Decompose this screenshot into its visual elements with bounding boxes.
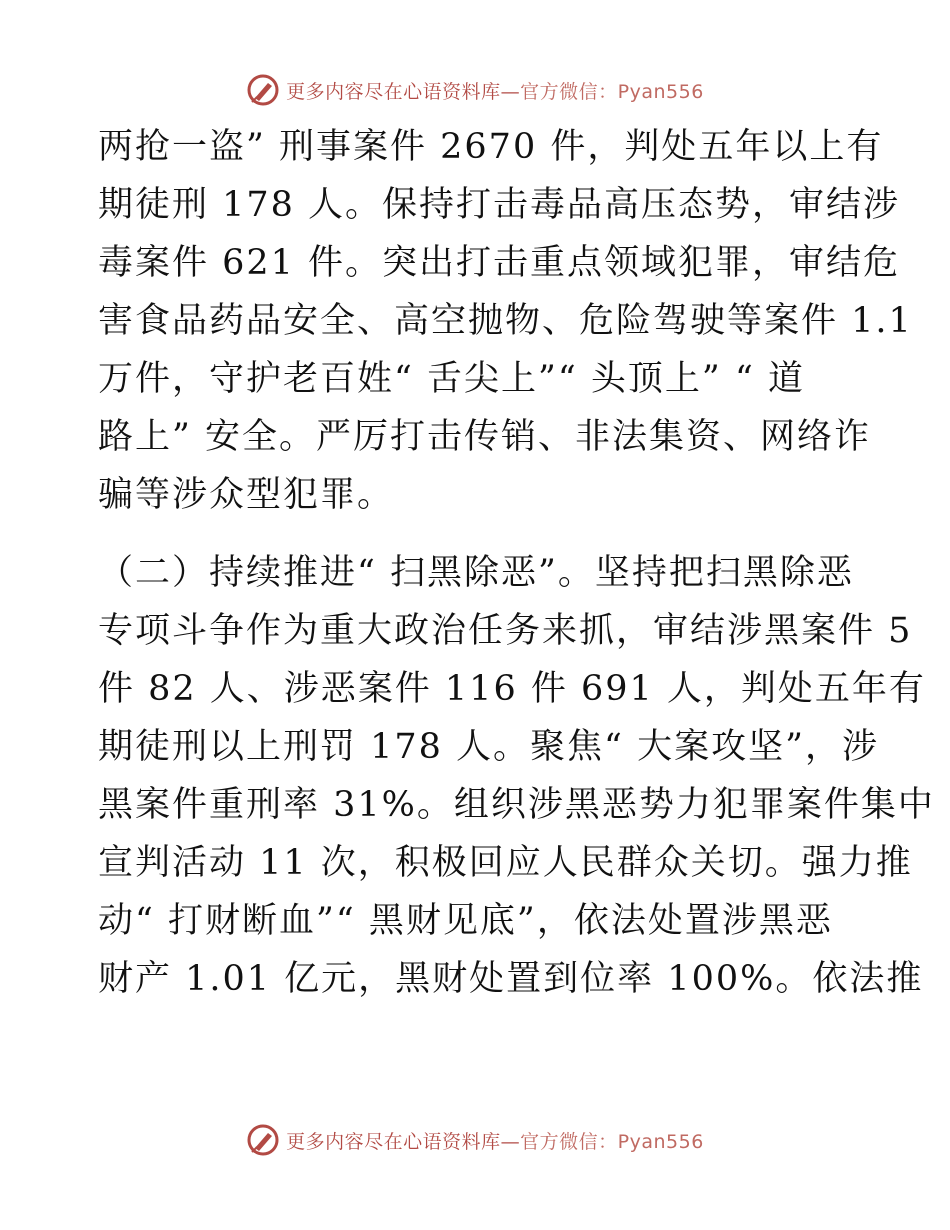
header-watermark-text: [286, 77, 704, 104]
header-wechat-text: 官方微信：Pyan556: [520, 80, 704, 103]
text-line: 动“ 打财断血”“ 黑财见底”，依法处置涉黑恶: [98, 901, 833, 941]
header-watermark: [0, 70, 950, 110]
text-line: 毒案件 621 件。突出打击重点领域犯罪，审结危: [98, 243, 901, 283]
text-line: 黑案件重刑率 31%。组织涉黑恶势力犯罪案件集中: [98, 785, 935, 825]
text-line: 专项斗争作为重大政治任务来抓，审结涉黑案件 5: [98, 611, 913, 651]
document-body: [98, 118, 935, 1008]
pen-seal-logo-icon: [246, 1123, 280, 1157]
text-line: 期徒刑 178 人。保持打击毒品高压态势，审结涉: [98, 185, 901, 225]
text-line: 骗等涉众型犯罪。: [98, 475, 395, 515]
footer-wechat-text: 官方微信：Pyan556: [520, 1130, 704, 1153]
text-line: 万件，守护老百姓“ 舌尖上”“ 头顶上” “ 道: [98, 359, 805, 399]
text-line: 害食品药品安全、高空抛物、危险驾驶等案件 1.1: [98, 301, 913, 341]
footer-watermark-text: [286, 1127, 704, 1154]
pen-seal-logo-icon: [246, 73, 280, 107]
text-line: 件 82 人、涉恶案件 116 件 691 人，判处五年有: [98, 669, 926, 709]
text-line: 期徒刑以上刑罚 178 人。聚焦“ 大案攻坚”，涉: [98, 727, 879, 767]
footer-watermark: [0, 1120, 950, 1160]
text-line: 两抢一盗” 刑事案件 2670 件，判处五年以上有: [98, 127, 884, 167]
text-line: （二）持续推进“ 扫黑除恶”。坚持把扫黑除恶: [98, 553, 854, 593]
text-line: 宣判活动 11 次，积极回应人民群众关切。强力推: [98, 843, 913, 883]
paragraph-1: [98, 118, 913, 524]
header-brand-text: 更多内容尽在心语资料库—: [286, 80, 521, 103]
footer-brand-text: 更多内容尽在心语资料库—: [286, 1130, 521, 1153]
text-line: 财产 1.01 亿元，黑财处置到位率 100%。依法推: [98, 959, 924, 999]
paragraph-2: [98, 544, 935, 1008]
text-line: 路上” 安全。严厉打击传销、非法集资、网络诈: [98, 417, 872, 457]
